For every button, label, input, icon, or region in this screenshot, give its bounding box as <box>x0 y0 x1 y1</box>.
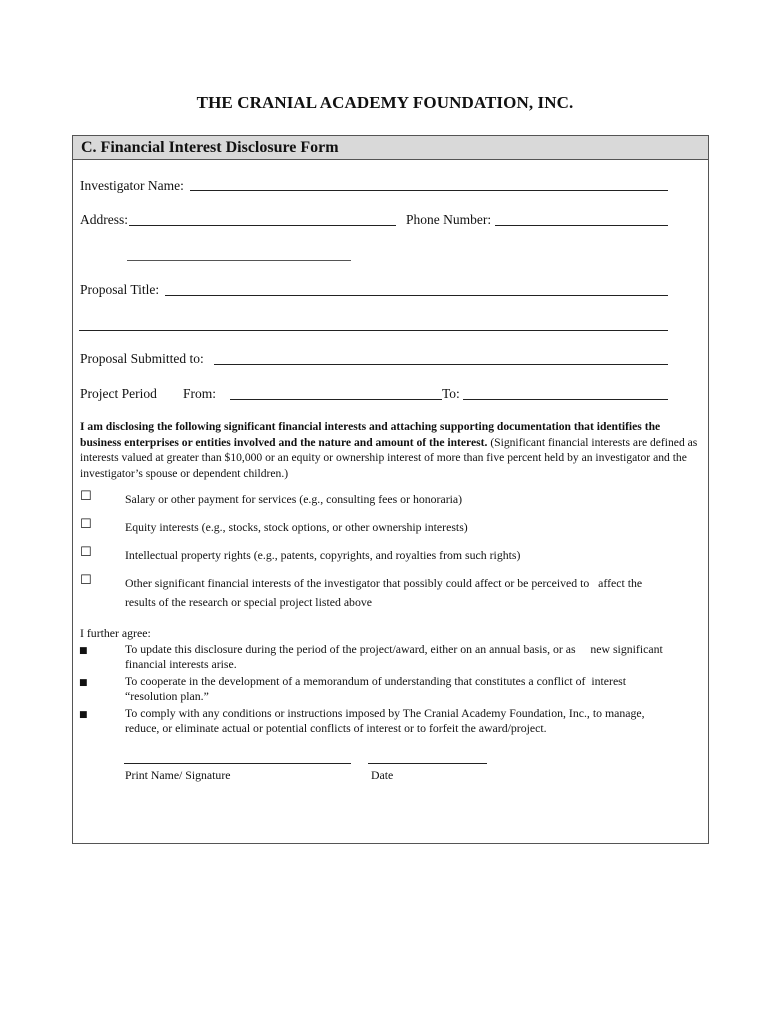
proposal-submitted-to-label: Proposal Submitted to: <box>80 351 204 366</box>
agreement-item-1-line2: financial interests arise. <box>125 657 237 671</box>
proposal-title-label: Proposal Title: <box>80 282 160 297</box>
date-label: Date <box>371 768 394 782</box>
intellectual-property-checkbox[interactable]: ☐ <box>80 545 92 560</box>
disclosure-paragraph <box>80 419 700 481</box>
salary-option-label: Salary or other payment for services (e.g., consulting fees or honoraria) <box>125 492 463 506</box>
other-interests-option-label-line1: Other significant financial interests of the investigator that possibly could affect or be perceived to affect the <box>125 576 643 590</box>
form-box <box>72 135 709 844</box>
agreement-item-2-line2: “resolution plan.” <box>125 689 209 703</box>
agreement-item-3-line2: reduce, or eliminate actual or potential conflicts of interest or to forfeit the award/project. <box>125 721 547 735</box>
disclosure-definition-text: (Significant financial interests are defined as interests valued at greater than $10,000 or an equity or ownership interest of more than five percent held by an investigator and the investigator’s spouse or dependent children.) <box>80 435 698 480</box>
agreement-heading: I further agree: <box>80 626 151 640</box>
bullet-icon: ■ <box>79 646 88 656</box>
from-date-field[interactable] <box>230 399 442 400</box>
to-label: To: <box>442 386 460 401</box>
phone-number-field[interactable] <box>495 225 668 226</box>
salary-checkbox[interactable]: ☐ <box>80 489 92 504</box>
agreement-item-3-line1: To comply with any conditions or instructions imposed by The Cranial Academy Foundation, Inc., to manage, <box>125 706 645 720</box>
investigator-name-label: Investigator Name: <box>80 178 184 193</box>
print-name-signature-label: Print Name/ Signature <box>125 768 231 782</box>
agreement-item-1-line1: To update this disclosure during the period of the project/award, either on an annual basis, or as new significant <box>125 642 663 656</box>
print-name-signature-field[interactable] <box>124 763 351 764</box>
bullet-icon: ■ <box>79 678 88 688</box>
proposal-title-field[interactable] <box>165 295 668 296</box>
agreement-item-2-line1: To cooperate in the development of a memorandum of understanding that constitutes a conflict of interest <box>125 674 627 688</box>
phone-number-label: Phone Number: <box>406 212 492 227</box>
disclosure-bold-text: I am disclosing the following significant financial interests and attaching supporting documentation that identifies the business enterprises or entities involved and the nature and amount of the interest. <box>80 420 661 449</box>
equity-checkbox[interactable]: ☐ <box>80 517 92 532</box>
address-label: Address: <box>80 212 128 227</box>
proposal-title-line-2-field[interactable] <box>79 330 668 331</box>
intellectual-property-option-label: Intellectual property rights (e.g., patents, copyrights, and royalties from such rights) <box>125 548 521 562</box>
section-title: C. Financial Interest Disclosure Form <box>73 136 708 160</box>
to-date-field[interactable] <box>463 399 668 400</box>
other-interests-option-label-line2: results of the research or special project listed above <box>125 595 372 609</box>
address-line-2-field[interactable] <box>127 260 351 261</box>
other-interests-checkbox[interactable]: ☐ <box>80 573 92 588</box>
project-period-label: Project Period <box>80 386 157 401</box>
date-field[interactable] <box>368 763 487 764</box>
investigator-name-field[interactable] <box>190 190 668 191</box>
from-label: From: <box>183 386 217 401</box>
organization-title: THE CRANIAL ACADEMY FOUNDATION, INC. <box>196 93 574 112</box>
address-field[interactable] <box>129 225 396 226</box>
bullet-icon: ■ <box>79 710 88 720</box>
proposal-submitted-to-field[interactable] <box>214 364 668 365</box>
equity-option-label: Equity interests (e.g., stocks, stock options, or other ownership interests) <box>125 520 468 534</box>
